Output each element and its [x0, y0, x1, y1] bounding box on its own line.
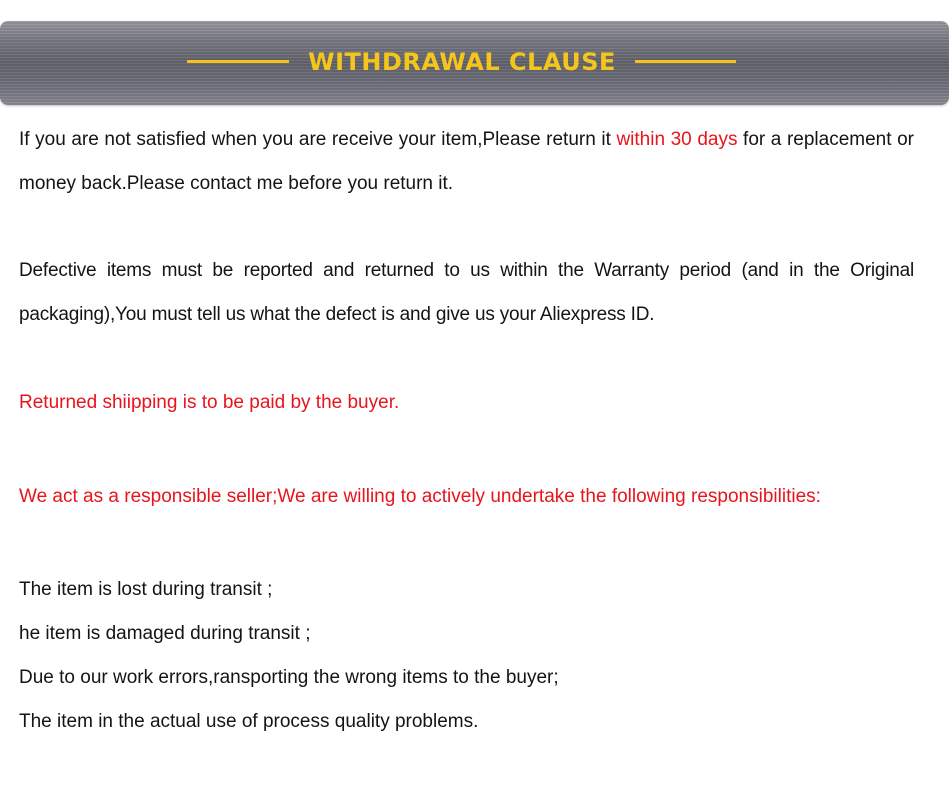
header-banner — [0, 21, 949, 105]
list-item: he item is damaged during transit ; — [19, 623, 311, 644]
defective-items-paragraph: Defective items must be reported and returned to us within the Warranty period (and in the Original packaging),You must tell us what the defect is and give us your Aliexpress ID. — [19, 260, 914, 325]
right-divider-line — [635, 60, 736, 63]
left-divider-line — [187, 60, 289, 63]
page-title: WITHDRAWAL CLAUSE — [308, 48, 616, 76]
list-item: Due to our work errors,ransporting the wrong items to the buyer; — [19, 667, 559, 688]
responsibilities-list — [19, 568, 914, 744]
return-policy-paragraph — [19, 118, 914, 206]
return-deadline-highlight: within 30 days — [616, 129, 738, 150]
return-policy-text-end: for a replacement or money back.Please contact me before you return it. — [19, 129, 914, 194]
withdrawal-clause-body — [19, 118, 914, 744]
return-policy-text-start: If you are not satisfied when you are receive your item,Please return it — [19, 129, 617, 150]
list-item: The item in the actual use of process quality problems. — [19, 711, 479, 732]
list-item: The item is lost during transit ; — [19, 579, 273, 600]
responsibilities-intro: We act as a responsible seller;We are willing to actively undertake the following responsibilities: — [19, 486, 821, 507]
return-shipping-notice: Returned shiipping is to be paid by the buyer. — [19, 392, 400, 413]
